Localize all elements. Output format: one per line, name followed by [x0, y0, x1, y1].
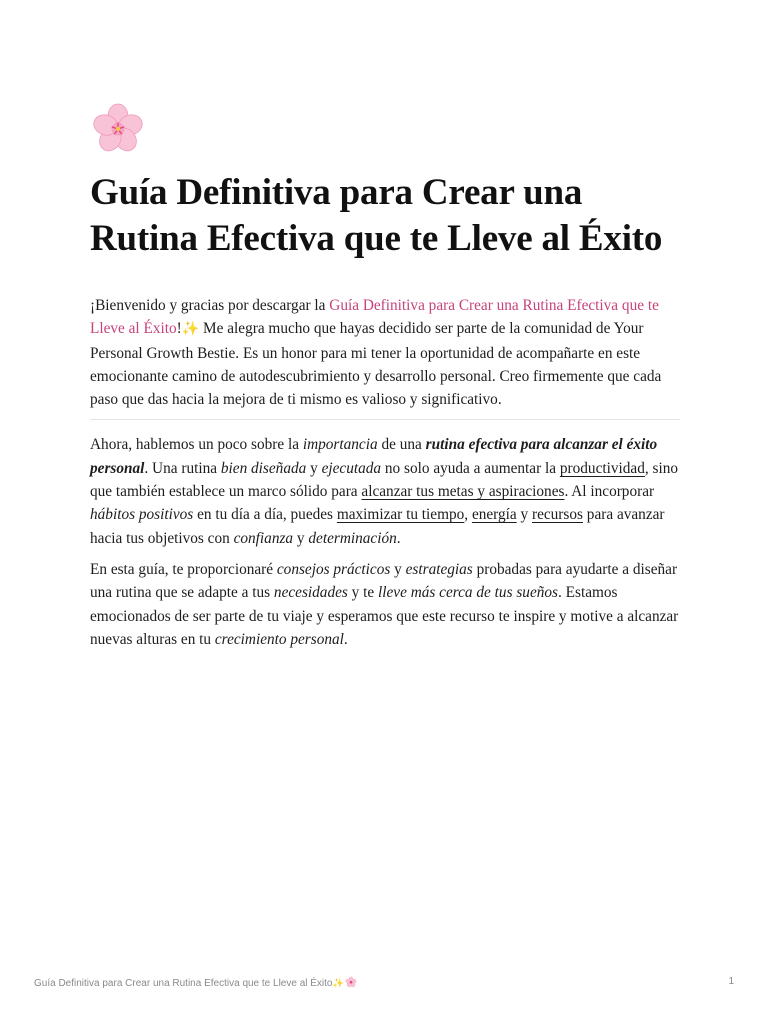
text-span: Ahora, hablemos un poco sobre la — [90, 436, 303, 454]
underlined-text: alcanzar tus metas y aspiraciones — [361, 483, 565, 501]
sparkles-icon: ✨ — [332, 979, 344, 989]
text-span: . Al incorporar — [564, 483, 655, 501]
text-span: y — [390, 560, 406, 578]
emphasis: bien diseñada — [220, 459, 307, 477]
guide-link[interactable]: Guía Definitiva para Crear una Rutina Efectiva que te Lleve al Éxito — [90, 297, 659, 338]
emphasis: crecimiento personal — [214, 630, 344, 648]
text-span: ! — [176, 320, 182, 338]
sparkles-icon: ✨ — [181, 321, 200, 338]
strong-emphasis: rutina efectiva para alcanzar el éxito personal — [90, 436, 658, 477]
text-span: para avanzar hacia tus objetivos con — [90, 506, 665, 547]
emphasis: importancia — [302, 436, 378, 454]
text-span: En esta guía, te proporcionaré — [90, 560, 277, 578]
guide-paragraph — [90, 558, 680, 651]
underlined-text: energía — [471, 506, 517, 524]
emphasis: hábitos positivos — [90, 506, 194, 524]
text-span: , sino que también establece un marco sólido para — [90, 459, 678, 501]
text-span: y — [293, 529, 309, 547]
divider — [90, 419, 680, 420]
text-span: . — [343, 630, 348, 648]
text-span: , — [464, 506, 472, 524]
text-span: Me alegra mucho que hayas decidido ser parte de la comunidad de Your Personal Growth Bestie. Es un honor para mi tener la oportunidad de acompañarte en este emocionante camino de autodescubrimiento y desarrollo personal. Creo firmemente que cada paso que das hacia la mejora de ti mismo es valioso y significativo. — [90, 320, 662, 409]
importance-paragraph — [90, 433, 680, 549]
footer-title-text: Guía Definitiva para Crear una Rutina Efectiva que te Lleve al Éxito — [34, 978, 333, 989]
emphasis: lleve más cerca de tus sueños — [378, 584, 558, 602]
text-span: . — [396, 529, 401, 547]
emphasis: consejos prácticos — [276, 560, 391, 578]
cherry-blossom-icon — [90, 100, 146, 156]
text-span: y — [306, 459, 322, 477]
page-title: Guía Definitiva para Crear una Rutina Efectiva que te Lleve al Éxito — [90, 172, 663, 259]
welcome-paragraph — [90, 294, 680, 411]
text-span: y te — [347, 584, 379, 602]
text-span: probadas para ayudarte a diseñar una rutina que se adapte a tus — [90, 560, 678, 602]
emphasis: determinación — [308, 529, 397, 547]
underlined-text: recursos — [531, 506, 583, 524]
underlined-text: maximizar tu tiempo — [336, 506, 465, 524]
emphasis: confianza — [233, 529, 294, 547]
emphasis: ejecutada — [321, 459, 382, 477]
emphasis: necesidades — [273, 584, 348, 602]
underlined-text: productividad — [559, 459, 645, 477]
text-span: ¡Bienvenido y gracias por descargar la — [90, 297, 330, 314]
text-span: en tu día a día, puedes — [193, 506, 337, 524]
footer-title — [34, 976, 357, 989]
page-footer — [34, 976, 734, 990]
page-number: 1 — [728, 976, 734, 987]
text-span: y — [516, 506, 532, 524]
cherry-blossom-icon — [345, 976, 357, 988]
text-span: . Estamos emocionados de ser parte de tu viaje y esperamos que este recurso te inspire y motive a alcanzar nuevas alturas en tu — [90, 584, 679, 648]
document-page — [90, 100, 680, 651]
emphasis: estrategias — [405, 560, 473, 578]
text-span: . Una rutina — [144, 459, 221, 477]
text-span: de una — [377, 436, 426, 454]
text-span: no solo ayuda a aumentar la — [381, 459, 560, 477]
